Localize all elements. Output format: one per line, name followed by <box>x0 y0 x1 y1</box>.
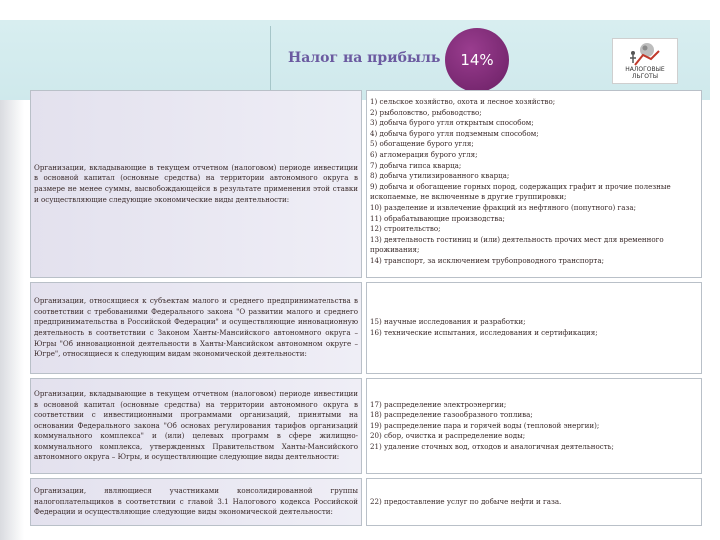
condition-text: Организации, являющиеся участниками консолидированной группы налогоплательщиков в соответствии с главой 3.1 Налогового кодекса Российской Федерации и осуществляющие следующие виды экономической деятельности: <box>34 486 358 517</box>
list-item: 3) добыча бурого угля открытым способом; <box>370 118 534 128</box>
activities-cell <box>366 282 702 374</box>
list-item: 13) деятельность гостиниц и (или) деятельность прочих мест для временного проживания; <box>370 234 664 255</box>
table-row <box>30 90 702 278</box>
condition-text: Организации, относящиеся к субъектам малого и среднего предпринимательства в соответствии с требованиями Федерального закона "О развитии малого и среднего предпринимательства в Российской Федерации" и осуществляющие инновационную деятельность в соответствии с Законом Ханты-Мансийского автономного округа – Югры "Об инновационной деятельности в Ханты-Мансийском автономном округе – Югре", относящиеся к следующим видам экономической деятельности: <box>34 296 358 359</box>
condition-cell <box>30 282 362 374</box>
logo-caption: НАЛОГОВЫЕ ЛЬГОТЫ <box>625 66 665 80</box>
list-item: 22) предоставление услуг по добыче нефти и газа. <box>370 496 562 506</box>
page-title: Налог на прибыль <box>288 50 441 66</box>
tax-rate-value: 14% <box>460 51 494 69</box>
list-item: 2) рыболовство, рыбоводство; <box>370 107 482 117</box>
list-item: 12) строительство; <box>370 224 441 234</box>
activities-cell <box>366 90 702 278</box>
list-item: 9) добыча и обогащение горных пород, содержащих графит и прочие полезные ископаемые, не включенные в другие группировки; <box>370 181 671 202</box>
list-item: 7) добыча гипса кварца; <box>370 160 462 170</box>
condition-text: Организации, вкладывающие в текущем отчетном (налоговом) периоде инвестиции в основной капитал (основные средства) на территории автономного округа в размере не менее суммы, высвобождающейся в результате применения этой ставки и осуществляющие следующие экономические виды деятельности: <box>34 162 358 204</box>
condition-cell <box>30 378 362 474</box>
list-item: 15) научные исследования и разработки; <box>370 317 526 327</box>
list-item: 8) добыча утилизированного кварца; <box>370 171 510 181</box>
list-item: 16) технические испытания, исследования и сертификация; <box>370 328 598 337</box>
list-item: 21) удаление сточных вод, отходов и аналогичная деятельность; <box>370 441 614 451</box>
left-shadow <box>0 100 24 540</box>
condition-cell <box>30 478 362 526</box>
table-row <box>30 478 702 526</box>
list-item: 1) сельское хозяйство, охота и лесное хозяйство; <box>370 97 556 106</box>
table-row <box>30 282 702 374</box>
logo <box>612 38 678 84</box>
activities-cell <box>366 478 702 526</box>
list-item: 10) разделение и извлечение фракций из нефтяного (попутного) газа; <box>370 202 636 212</box>
list-item: 14) транспорт, за исключением трубопроводного транспорта; <box>370 255 604 265</box>
condition-text: Организации, вкладывающие в текущем отчетном (налоговом) периоде инвестиции в основной капитал (основные средства) на территории автономного округа в соответствии с инвестиционными программами организаций, принятыми на основании Федерального закона "Об основах регулирования тарифов организаций коммунального комплекса" и (или) целевых программ в сфере жилищно-коммунального комплекса, утвержденных Правительством Ханты-Мансийского автономного округа – Югры, и осуществляющие следующие виды деятельности: <box>34 388 358 462</box>
condition-cell <box>30 90 362 278</box>
activities-cell <box>366 378 702 474</box>
header-divider <box>270 26 271 92</box>
list-item: 17) распределение электроэнергии; <box>370 399 507 409</box>
list-item: 5) обогащение бурого угля; <box>370 139 474 149</box>
list-item: 11) обрабатывающие производства; <box>370 213 505 223</box>
tax-rate-badge <box>445 28 509 92</box>
list-item: 19) распределение пара и горячей воды (тепловой энергии); <box>370 420 600 430</box>
list-item: 20) сбор, очистка и распределение воды; <box>370 431 526 441</box>
list-item: 6) агломерация бурого угля; <box>370 149 478 159</box>
list-item: 18) распределение газообразного топлива; <box>370 410 533 420</box>
table-row <box>30 378 702 474</box>
list-item: 4) добыча бурого угля подземным способом; <box>370 128 539 138</box>
